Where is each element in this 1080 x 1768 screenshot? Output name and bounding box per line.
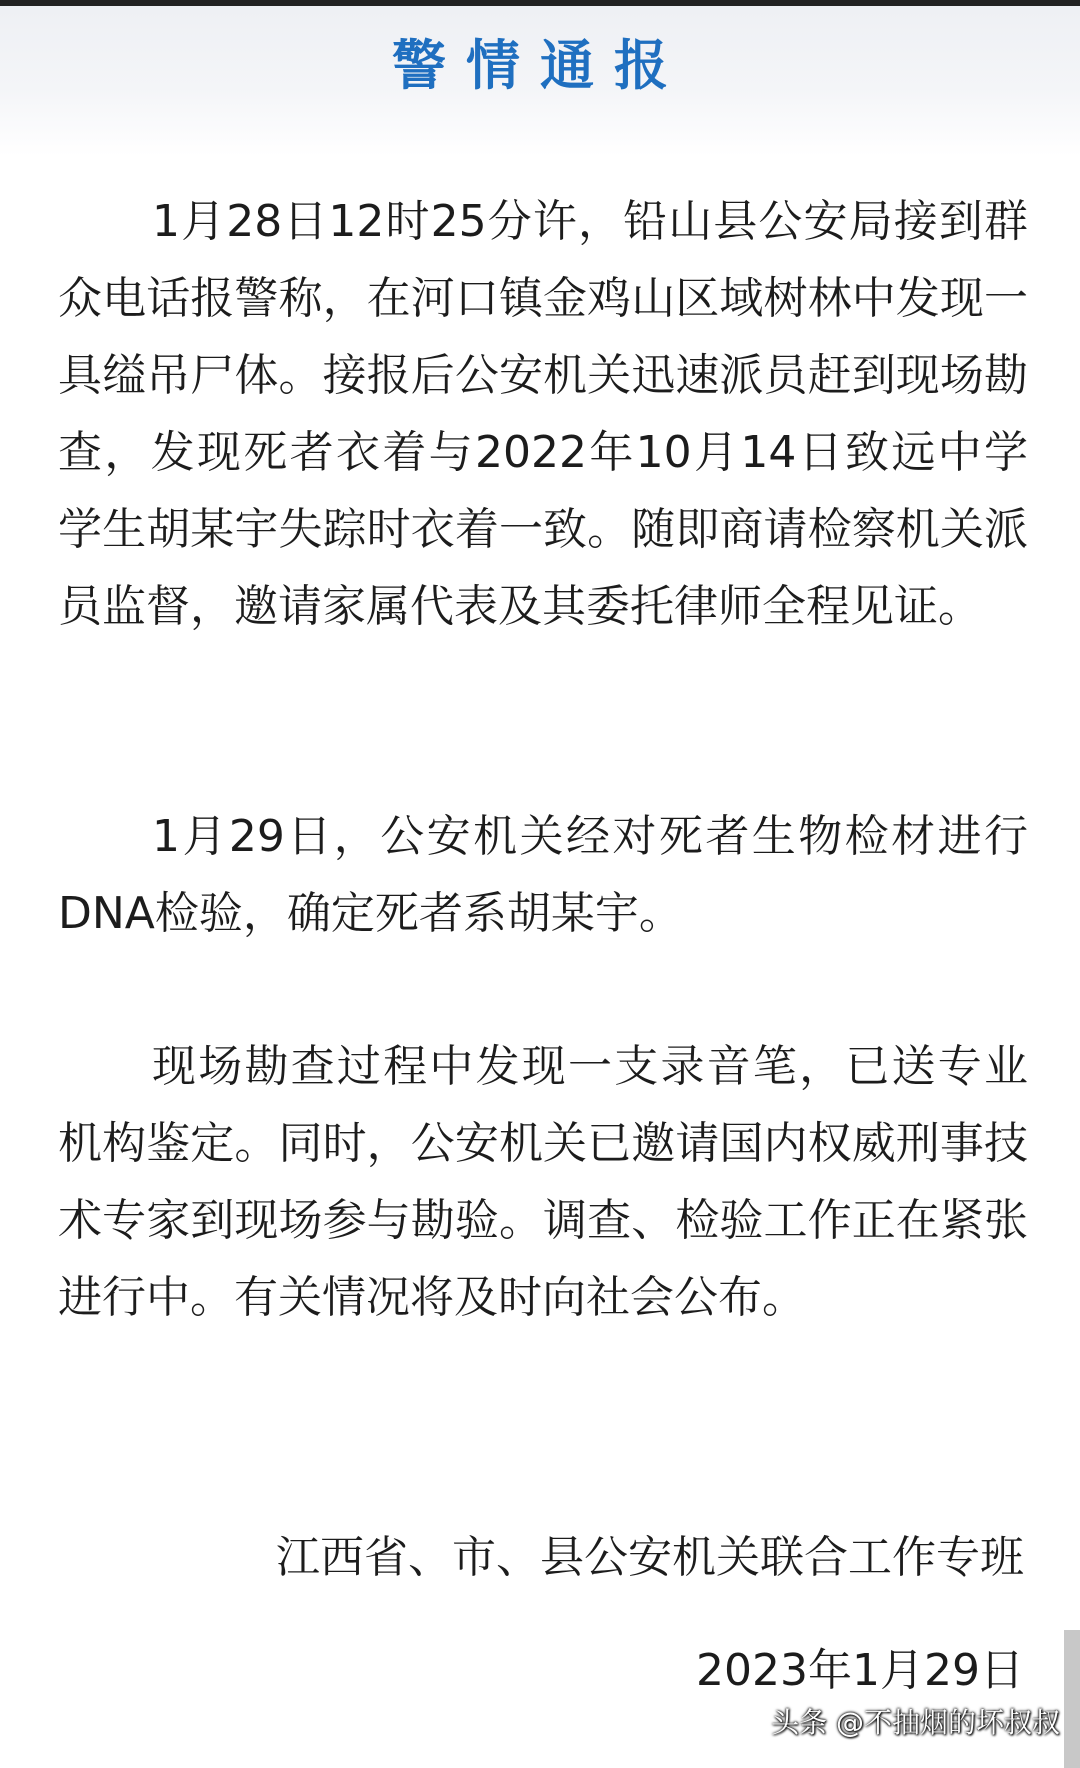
paragraph-investigation-status: 现场勘查过程中发现一支录音笔，已送专业机构鉴定。同时，公安机关已邀请国内权威刑事技术专家到现场参与勘验。调查、检验工作正在紧张进行中。有关情况将及时向社会公布。 <box>58 1041 1028 1323</box>
issue-date: 2023年1月29日 <box>696 1645 1024 1696</box>
notice-title: 警情通报 <box>392 34 688 97</box>
issuer-signature: 江西省、市、县公安机关联合工作专班 <box>276 1532 1024 1583</box>
paragraph-dna-result: 1月29日，公安机关经对死者生物检材进行DNA检验，确定死者系胡某宇。 <box>58 811 1028 939</box>
source-watermark: 头条 @不抽烟的坏叔叔 <box>771 1706 1060 1739</box>
scrollbar-thumb[interactable] <box>1064 1630 1080 1768</box>
paragraph-incident-report: 1月28日12时25分许，铅山县公安局接到群众电话报警称，在河口镇金鸡山区域树林中发现一具缢吊尸体。接报后公安机关迅速派员赶到现场勘查，发现死者衣着与2022年10月14日致远中学学生胡某宇失踪时衣着一致。随即商请检察机关派员监督，邀请家属代表及其委托律师全程见证。 <box>58 196 1028 632</box>
